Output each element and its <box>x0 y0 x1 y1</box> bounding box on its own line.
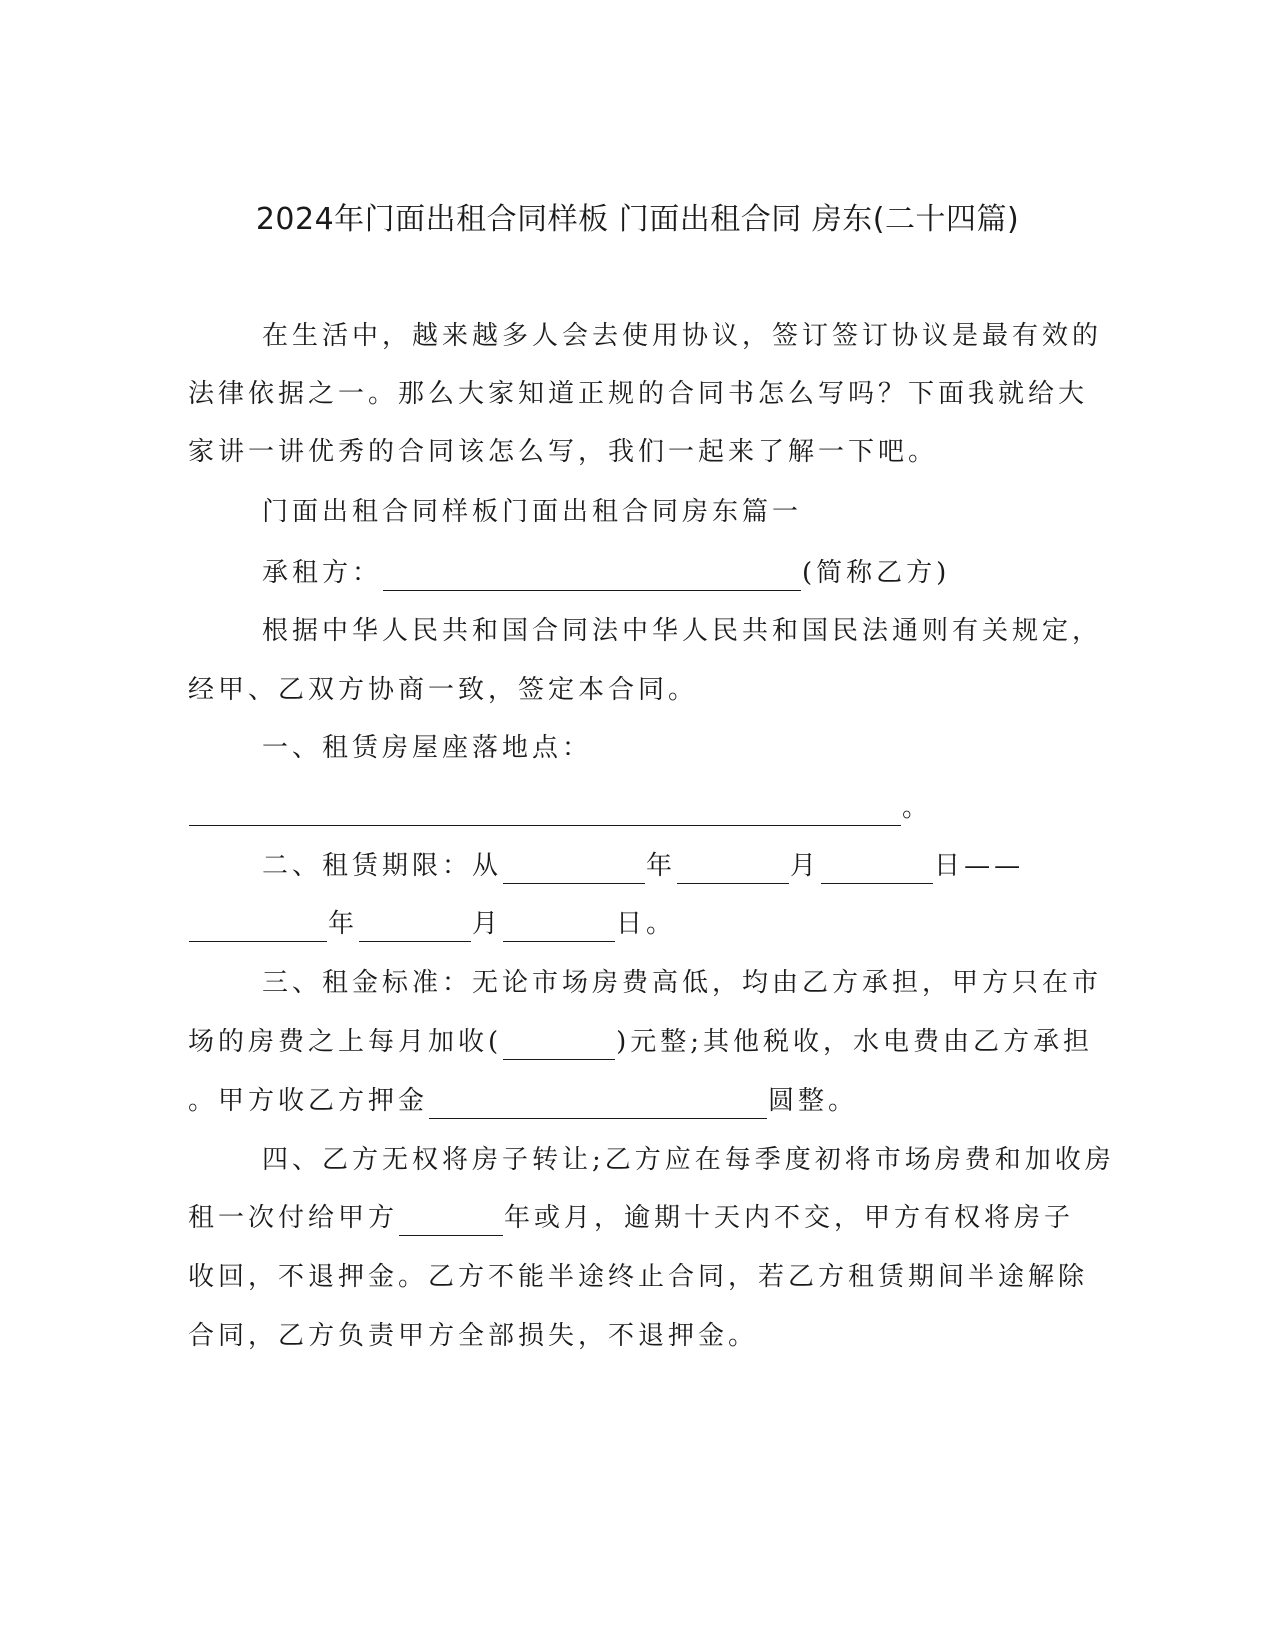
start-year-blank <box>503 853 645 884</box>
clause-3-line-3 <box>188 1083 858 1119</box>
start-year-label: 年 <box>646 851 677 881</box>
start-day-label: 日 <box>934 851 965 881</box>
end-day-blank <box>503 911 615 942</box>
clause-1-address-line <box>188 790 932 826</box>
tenant-label: 承租方： <box>262 558 383 588</box>
basis-line-1: 根据中华人民共和国合同法中华人民共和国民法通则有关规定， <box>262 616 1103 646</box>
clause-3-line-2-b: )元整;其他税收，水电费由乙方承担 <box>616 1027 1094 1057</box>
end-month-blank <box>359 911 471 942</box>
intro-line-2: 法律依据之一。那么大家知道正规的合同书怎么写吗？下面我就给大 <box>188 379 1089 409</box>
intro-line-3: 家讲一讲优秀的合同该怎么写，我们一起来了解一下吧。 <box>188 437 939 467</box>
end-year-label: 年 <box>328 909 359 939</box>
clause-4-line-2 <box>188 1200 1074 1236</box>
start-month-label: 月 <box>790 851 821 881</box>
clause-4-line-1: 四、乙方无权将房子转让;乙方应在每季度初将市场房费和加收房 <box>262 1145 1115 1175</box>
clause-4-line-4: 合同，乙方负责甲方全部损失，不退押金。 <box>188 1321 759 1351</box>
clause-3-line-3-a: 。甲方收乙方押金 <box>188 1086 429 1116</box>
tenant-name-blank <box>383 560 801 591</box>
clause-3-line-3-b: 圆整。 <box>768 1086 859 1116</box>
start-month-blank <box>677 853 789 884</box>
clause-2-line-2 <box>188 906 676 942</box>
clause-2-prefix: 二、租赁期限：从 <box>262 851 503 881</box>
end-month-label: 月 <box>472 909 503 939</box>
clause-3-line-2 <box>188 1024 1093 1060</box>
document-title: 2024年门面出租合同样板 门面出租合同 房东(二十四篇) <box>255 202 1020 237</box>
clause-4-line-2-b: 年或月，逾期十天内不交，甲方有权将房子 <box>504 1203 1075 1233</box>
end-year-blank <box>189 911 327 942</box>
clause-3-line-1: 三、租金标准：无论市场房费高低，均由乙方承担，甲方只在市 <box>262 968 1103 998</box>
clause-4-line-3: 收回，不退押金。乙方不能半途终止合同，若乙方租赁期间半途解除 <box>188 1262 1089 1292</box>
section-heading: 门面出租合同样板门面出租合同房东篇一 <box>262 497 803 527</box>
surcharge-blank <box>503 1029 615 1060</box>
clause-4-line-2-a: 租一次付给甲方 <box>188 1203 399 1233</box>
deposit-blank <box>429 1088 767 1119</box>
clause-3-line-2-a: 场的房费之上每月加收( <box>188 1027 503 1057</box>
clause-2-line-1 <box>262 848 1024 884</box>
tenant-line <box>262 555 950 591</box>
range-dash: —— <box>964 851 1025 881</box>
address-end: 。 <box>902 793 933 823</box>
end-day-label: 日。 <box>616 909 677 939</box>
payment-period-blank <box>399 1205 503 1236</box>
basis-line-2: 经甲、乙双方协商一致，签定本合同。 <box>188 675 699 705</box>
intro-line-1: 在生活中，越来越多人会去使用协议，签订签订协议是最有效的 <box>262 321 1103 351</box>
address-blank <box>189 795 901 826</box>
clause-1-heading: 一、租赁房屋座落地点： <box>262 733 593 763</box>
start-day-blank <box>821 853 933 884</box>
tenant-suffix: (简称乙方) <box>802 558 951 588</box>
